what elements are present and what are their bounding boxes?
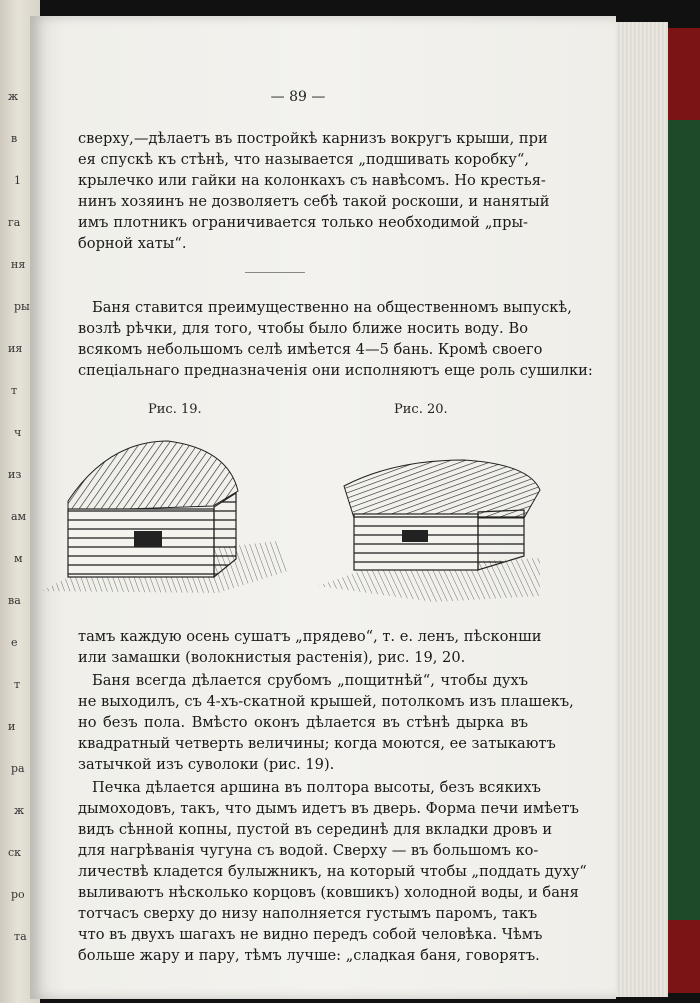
- left-page-text-fragment: та: [14, 930, 27, 943]
- text-line: возлѣ рѣчки, для того, чтобы было ближе носить воду. Во: [78, 320, 528, 337]
- text-line: затычкой изъ суволоки (рис. 19).: [78, 756, 335, 773]
- left-page-text-fragment: ск: [8, 846, 22, 859]
- text-line: нинъ хозяинъ не дозволяетъ себѣ такой роскоши, и нанятый: [78, 193, 550, 210]
- left-page-text-fragment: в: [11, 132, 18, 145]
- left-page-text-fragment: ры: [14, 300, 30, 313]
- text-line: ея спускѣ къ стѣнѣ, что называется „подшивать коробку“,: [78, 151, 529, 168]
- text-line: больше жару и пару, тѣмъ лучше: „сладкая баня, говорятъ.: [78, 947, 540, 964]
- left-page-text-fragment: т: [14, 678, 21, 691]
- left-page-text-fragment: ва: [8, 594, 21, 607]
- text-line: не выходилъ, съ 4-хъ-скатной крышей, потолкомъ изъ плашекъ,: [78, 693, 574, 710]
- text-line: выливаютъ нѣсколько корцовъ (ковшикъ) холодной воды, и баня: [78, 884, 579, 901]
- left-page-text-fragment: м: [14, 552, 23, 565]
- text-line: тотчасъ сверху до низу наполняется густымъ паромъ, такъ: [78, 905, 538, 922]
- left-page-text-fragment: т: [11, 384, 18, 397]
- page-number: — 89 —: [270, 89, 326, 105]
- figure-20-label: Рис. 20.: [394, 402, 448, 417]
- left-page-text-fragment: из: [8, 468, 22, 481]
- text-line: видъ сѣнной копны, пустой въ серединѣ для вкладки дровъ и: [78, 821, 553, 838]
- book-page: [30, 16, 616, 999]
- left-page-text-fragment: 1: [14, 174, 21, 187]
- section-separator: [245, 272, 305, 273]
- text-line: всякомъ небольшомъ селѣ имѣется 4—5 бань. Кромѣ своего: [78, 341, 543, 358]
- text-line: борной хаты“.: [78, 235, 187, 252]
- left-page-text-fragment: ам: [11, 510, 27, 523]
- left-page-text-fragment: и: [8, 720, 16, 733]
- text-line: для нагрѣванія чугуна съ водой. Сверху — въ большомъ ко-: [78, 842, 539, 859]
- left-page-text-fragment: ж: [8, 90, 19, 103]
- left-page-text-fragment: ч: [14, 426, 22, 439]
- left-page-text-fragment: ия: [8, 342, 23, 355]
- left-page-text-fragment: га: [8, 216, 21, 229]
- left-page-text-fragment: ж: [14, 804, 25, 817]
- text-line: тамъ каждую осень сушатъ „прядево“, т. е. ленъ, пѣсконши: [78, 628, 542, 645]
- text-line: Печка дѣлается аршина въ полтора высоты, безъ всякихъ: [92, 779, 541, 796]
- left-page-text-fragment: ро: [11, 888, 25, 901]
- text-line: что въ двухъ шагахъ не видно передъ собой человѣка. Чѣмъ: [78, 926, 543, 943]
- text-line: спеціальнаго предназначенія они исполняютъ еще роль сушилки:: [78, 362, 593, 379]
- left-page-text-fragment: ня: [11, 258, 26, 271]
- text-line: или замашки (волокнистыя растенія), рис. 19, 20.: [78, 649, 466, 666]
- text-line: Баня ставится преимущественно на общественномъ выпускѣ,: [92, 299, 572, 316]
- figure-20-bathhouse-illustration: [314, 446, 546, 606]
- text-line: но безъ пола. Вмѣсто оконъ дѣлается въ стѣнѣ дырка въ: [78, 714, 528, 731]
- text-line: дымоходовъ, такъ, что дымъ идетъ въ дверь. Форма печи имѣетъ: [78, 800, 579, 817]
- text-line: квадратный четверть величины; когда моются, ее затыкаютъ: [78, 735, 556, 752]
- left-page-text-fragment: ра: [11, 762, 25, 775]
- text-line: Баня всегда дѣлается срубомъ „пощитнѣй“, чтобы духъ: [92, 672, 528, 689]
- text-line: личествѣ кладется булыжникъ, на который чтобы „поддать духу“: [78, 863, 587, 880]
- figure-19-bathhouse-illustration: [38, 431, 294, 601]
- left-page-text-fragment: е: [11, 636, 18, 649]
- text-line: имъ плотникъ ограничивается только необходимой „пры-: [78, 214, 528, 231]
- figure-19-label: Рис. 19.: [148, 402, 202, 417]
- text-line: сверху,—дѣлаетъ въ постройкѣ карнизъ вокругъ крыши, при: [78, 130, 548, 147]
- text-line: крылечко или гайки на колонкахъ съ навѣсомъ. Но крестья-: [78, 172, 546, 189]
